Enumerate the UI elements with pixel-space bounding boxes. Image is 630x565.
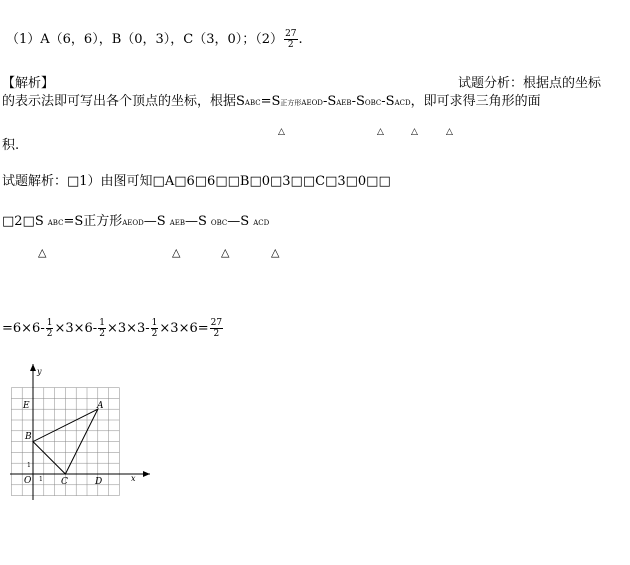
coordinate-figure (0, 360, 160, 510)
solution-line1: 试题解析：□1）由图可知□A□6□6□□B□0□3□□C□3□0□□ (2, 174, 391, 189)
label-d: D (95, 477, 103, 487)
label-one-y: 1 (27, 462, 31, 469)
analysis-label: 试题分析：根据点的坐标 (458, 76, 602, 91)
triangle-mark: △ (271, 246, 280, 259)
label-c: C (61, 477, 68, 487)
label-one-x: 1 (39, 476, 43, 483)
fraction-result: $\frac{27}{2}$ (210, 318, 223, 339)
solution-line2: □2□S ABC=S正方形AEOD—S AEB—S OBC—S ACD (2, 214, 270, 229)
fraction-half: $\frac{1}{2}$ (46, 318, 53, 339)
triangle-mark: △ (411, 127, 418, 137)
analysis-line3: 积. (2, 138, 20, 153)
analysis-tag: 【解析】 (2, 76, 55, 91)
x-axis-label: x (131, 474, 136, 483)
calculation-line: =6×6- $\frac{1}{2}$ ×3×6- $\frac{1}{2}$ ×3×3- $\frac{1}{2}$ ×3×6= $\frac{27}{2}$ (2, 318, 223, 339)
label-b: B (25, 432, 32, 442)
label-o: O (24, 476, 32, 486)
y-axis-arrow (30, 364, 36, 371)
triangle-mark: △ (172, 246, 181, 259)
fraction-half: $\frac{1}{2}$ (151, 318, 158, 339)
analysis-line2: 的表示法即可写出各个顶点的坐标，根据SABC=S正方形AEOD-SAEB-SOBC-SACD，即可求得三角形的面 (2, 94, 541, 109)
answer-line: （1）A（6，6），B（0，3），C（3，0）；（2） $\frac{27}{2}$ . (6, 29, 303, 50)
triangle-mark: △ (377, 127, 384, 137)
answer-text: （1）A（6，6），B（0，3），C（3，0）；（2） (6, 32, 284, 47)
x-axis-arrow (143, 471, 150, 477)
label-e: E (23, 401, 30, 411)
fraction-half: $\frac{1}{2}$ (99, 318, 105, 339)
triangle-mark: △ (446, 127, 453, 137)
y-axis-label: y (37, 367, 42, 376)
label-a: A (97, 401, 104, 411)
triangle-mark: △ (38, 246, 47, 259)
triangle-mark: △ (278, 127, 285, 137)
triangle-mark: △ (221, 246, 230, 259)
answer-fraction: $\frac{27}{2}$ (285, 29, 297, 50)
